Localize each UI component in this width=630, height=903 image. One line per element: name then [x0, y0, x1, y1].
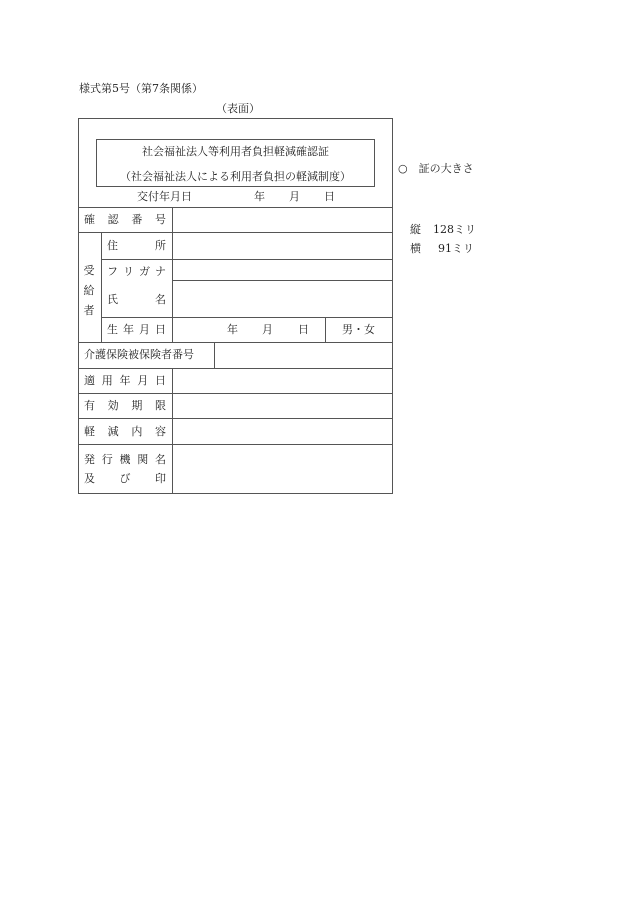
char: 期: [131, 399, 143, 412]
size-horizontal-label: 横: [410, 242, 421, 255]
char: 確: [84, 213, 95, 226]
divider: [101, 317, 392, 318]
char: 生: [107, 323, 118, 336]
char: 行: [101, 453, 113, 466]
form-number: 様式第5号（第7条関係）: [79, 82, 203, 95]
char: 減: [107, 425, 119, 438]
char: 及: [84, 472, 95, 485]
char: 月: [137, 374, 149, 387]
char: び: [119, 472, 131, 485]
label-address: [107, 239, 166, 252]
label-furigana: [107, 265, 166, 278]
size-vertical-label: 縦: [410, 223, 421, 236]
char: 年: [123, 323, 134, 336]
char: 有: [84, 399, 95, 412]
char: 印: [155, 472, 166, 485]
title-box: [96, 139, 375, 187]
char: 所: [155, 239, 166, 252]
char: 機: [119, 453, 131, 466]
char: 名: [155, 293, 166, 306]
label-reduction-details: [84, 425, 166, 438]
char: 限: [154, 399, 166, 412]
card-subtitle: （社会福祉法人による利用者負担の軽減制度）: [120, 170, 351, 183]
furigana-field[interactable]: [173, 260, 391, 280]
char: ガ: [139, 265, 150, 278]
char: 発: [84, 453, 95, 466]
birth-year-label: 年: [227, 323, 238, 336]
address-field[interactable]: [173, 233, 391, 259]
insured-number-field[interactable]: [215, 343, 391, 368]
issue-date-day: 日: [324, 190, 335, 203]
char: 関: [137, 453, 149, 466]
char: 認: [107, 213, 119, 226]
label-name: [107, 293, 166, 306]
name-field[interactable]: [173, 281, 391, 317]
char: 月: [139, 323, 150, 336]
divider: [101, 232, 102, 342]
label-insured-number: 介護保険被保険者番号: [84, 348, 194, 361]
char: 年: [119, 374, 131, 387]
label-applicable-date: [84, 374, 166, 387]
char: 給: [83, 284, 95, 297]
reduction-details-field[interactable]: [173, 419, 391, 444]
char: リ: [123, 265, 134, 278]
card-title: 社会福祉法人等利用者負担軽減確認証: [142, 145, 329, 158]
char: 名: [155, 453, 166, 466]
char: 番: [131, 213, 143, 226]
birth-day-label: 日: [298, 323, 309, 336]
label-issuer-seal: [84, 472, 166, 485]
issue-date-label: 交付年月日: [137, 190, 192, 203]
char: 受: [83, 264, 95, 277]
size-note-heading: ○ 証の大きさ: [398, 162, 474, 175]
issue-date-year: 年: [254, 190, 265, 203]
label-confirmation-number: [84, 213, 166, 226]
size-horizontal-value: 91ミリ: [438, 242, 474, 255]
char: 容: [154, 425, 166, 438]
gender-selector[interactable]: 男・女: [342, 323, 375, 336]
char: 者: [83, 304, 95, 317]
birth-month-label: 月: [262, 323, 273, 336]
char: 内: [131, 425, 143, 438]
label-recipient: [82, 261, 96, 321]
label-birth-date: [107, 323, 166, 336]
char: 適: [84, 374, 95, 387]
char: 日: [155, 323, 166, 336]
char: 軽: [84, 425, 95, 438]
confirmation-number-field[interactable]: [173, 208, 391, 232]
validity-period-field[interactable]: [173, 394, 391, 418]
char: 号: [154, 213, 166, 226]
divider: [325, 317, 326, 342]
label-validity-period: [84, 399, 166, 412]
char: ナ: [155, 265, 166, 278]
char: フ: [107, 265, 118, 278]
issuer-field[interactable]: [173, 445, 391, 492]
char: 住: [107, 239, 118, 252]
label-issuer-name: [84, 453, 166, 466]
char: 用: [101, 374, 113, 387]
char: 効: [107, 399, 119, 412]
side-label: （表面）: [216, 102, 260, 115]
applicable-date-field[interactable]: [173, 369, 391, 393]
size-vertical-value: 128ミリ: [433, 223, 476, 236]
char: 日: [155, 374, 166, 387]
char: 氏: [107, 293, 118, 306]
issue-date-month: 月: [289, 190, 300, 203]
